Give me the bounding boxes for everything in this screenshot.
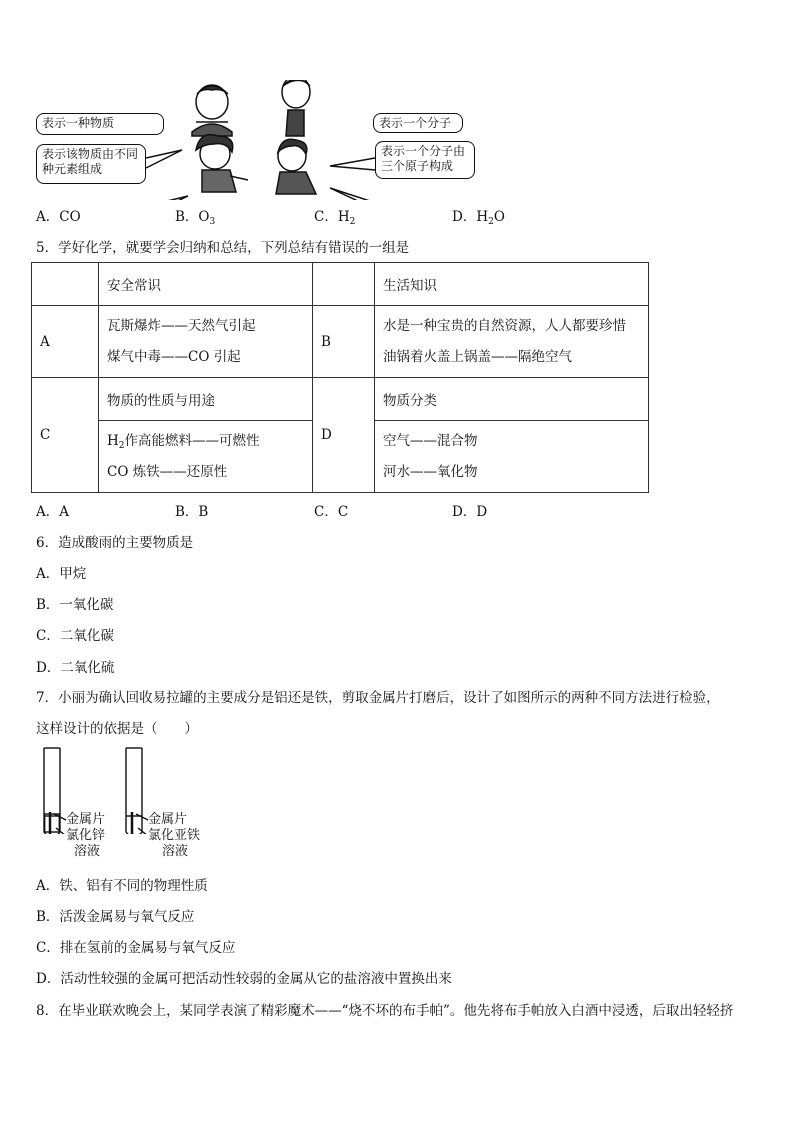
row-label-c: C — [32, 378, 99, 493]
cell-line — [107, 426, 304, 457]
bubble-text: 表示一种物质 — [42, 116, 115, 130]
bubble-text: 表示一个分子 — [379, 116, 452, 130]
tube-label-line: 溶液 — [74, 844, 101, 859]
cell-line: CO 炼铁——还原性 — [107, 463, 228, 480]
row-label-d: D — [313, 378, 375, 493]
table-header-safety: 安全常识 — [99, 263, 313, 306]
cell-line: 水是一种宝贵的自然资源，人人都要珍惜 — [383, 317, 626, 334]
q6-question: 6．造成酸雨的主要物质是 — [36, 535, 194, 551]
subscript: 3 — [209, 217, 216, 227]
row-label-a: A — [32, 306, 99, 378]
formula-h: H — [107, 432, 119, 449]
cell-c — [99, 421, 313, 493]
test-tube-1 — [44, 748, 66, 834]
q7-option-a[interactable]: A．铁、铝有不同的物理性质 — [36, 878, 208, 894]
option-b-text: B．O — [175, 209, 210, 225]
cell-line: 煤气中毒——CO 引起 — [107, 348, 241, 365]
option-c-text: C．H — [314, 209, 350, 225]
cell-c-header: 物质的性质与用途 — [99, 378, 313, 421]
q6-option-b[interactable]: B．一氧化碳 — [36, 597, 114, 613]
tube2-label — [148, 812, 200, 860]
q7-question-line2: 这样设计的依据是（ ） — [36, 721, 198, 737]
table-cell-empty — [32, 263, 99, 306]
option-a[interactable]: A．CO — [36, 209, 81, 225]
option-b[interactable] — [175, 209, 215, 225]
tube1-label — [66, 812, 105, 860]
q6-option-a[interactable]: A．甲烷 — [36, 566, 87, 582]
cell-a — [99, 306, 313, 378]
student-figure — [282, 80, 310, 136]
table-cell-empty — [313, 263, 375, 306]
subscript: 2 — [349, 217, 356, 227]
cell-b — [375, 306, 649, 378]
cell-text: 作高能燃料——可燃性 — [124, 432, 260, 449]
q7-option-d[interactable]: D．活动性较强的金属可把活动性较弱的金属从它的盐溶液中置换出来 — [36, 971, 452, 987]
cartoon-students-image — [0, 80, 520, 200]
student-figure — [196, 135, 248, 192]
tube-label-line: 金属片 — [66, 812, 106, 827]
q6-option-c[interactable]: C．二氧化碳 — [36, 628, 114, 644]
test-tube-2 — [126, 748, 148, 834]
tube-label-line: 金属片 — [148, 812, 188, 827]
option-b[interactable]: B．B — [175, 504, 209, 520]
cell-line: 空气——混合物 — [383, 432, 478, 449]
option-c[interactable]: C．C — [314, 504, 349, 520]
subscript: 2 — [488, 217, 494, 227]
q5-summary-table — [31, 262, 649, 493]
option-c[interactable] — [314, 209, 355, 225]
option-d[interactable]: D．D — [452, 504, 488, 520]
row-label-b: B — [313, 306, 375, 378]
student-figure — [276, 139, 316, 194]
tube-label-line: 溶液 — [162, 844, 189, 859]
cell-d — [375, 421, 649, 493]
q8-question-line1: 8．在毕业联欢晚会上，某同学表演了精彩魔术——“烧不坏的布手帕”。他先将布手帕放入白酒中浸透，后取出轻轻挤 — [36, 1003, 734, 1019]
option-d-text-tail: O — [493, 209, 505, 225]
tube-label-line: 氯化锌 — [66, 828, 106, 843]
cell-d-header: 物质分类 — [375, 378, 649, 421]
cell-line: 河水——氧化物 — [383, 463, 478, 480]
q7-option-b[interactable]: B．活泼金属易与氧气反应 — [36, 909, 195, 925]
option-d[interactable] — [452, 209, 505, 225]
q5-question: 5．学好化学，就要学会归纳和总结，下列总结有错误的一组是 — [36, 240, 410, 256]
bubble-text: 表示该物质由不同种元素组成 — [42, 147, 139, 176]
q7-question-line1: 7．小丽为确认回收易拉罐的主要成分是铝还是铁，剪取金属片打磨后，设计了如图所示的两种不同方法进行检验， — [36, 690, 720, 706]
q7-option-c[interactable]: C．排在氢前的金属易与氧气反应 — [36, 940, 236, 956]
cell-line: 瓦斯爆炸——天然气引起 — [107, 317, 256, 334]
tube-label-line: 氯化亚铁 — [148, 828, 201, 843]
student-figure — [192, 85, 232, 136]
table-header-life: 生活知识 — [375, 263, 649, 306]
bubble-text: 表示一个分子由三个原子构成 — [381, 144, 466, 173]
subscript: 2 — [118, 440, 125, 451]
q6-option-d[interactable]: D．二氧化硫 — [36, 660, 115, 676]
option-d-text: D．H — [452, 209, 489, 225]
cell-line: 油锅着火盖上锅盖——隔绝空气 — [383, 348, 572, 365]
option-a[interactable]: A．A — [36, 504, 69, 520]
